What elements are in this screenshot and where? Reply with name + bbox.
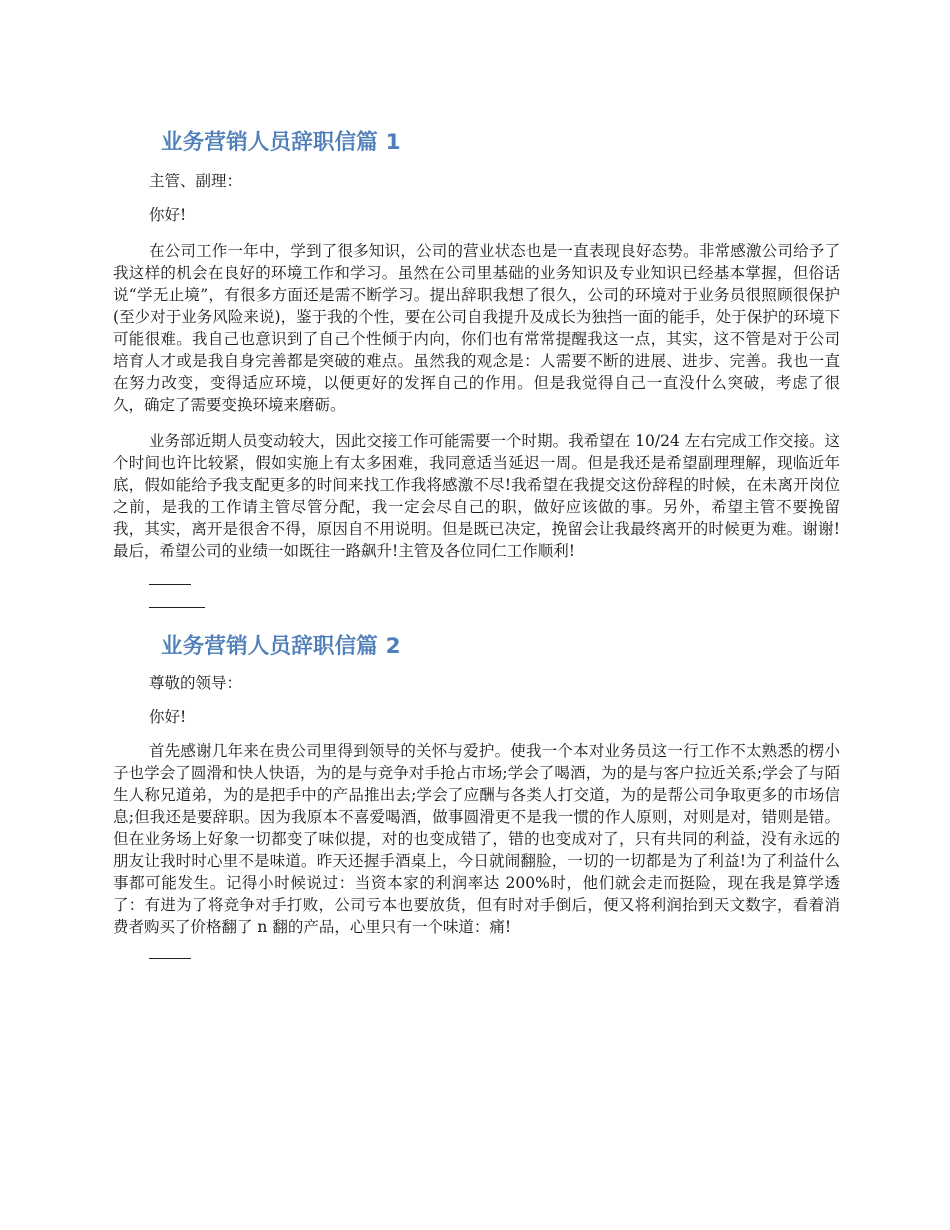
- document-page: [113, 124, 840, 959]
- section2-title: 业务营销人员辞职信篇 2: [161, 634, 401, 659]
- section1-paragraph-2: 业务部近期人员变动较大，因此交接工作可能需要一个时期。我希望在 10/24 左右完成工作交接。这个时间也许比较紧，假如实施上有太多困难，我同意适当延迟一周。但是我还是希望副理理解，现临近年底，假如能给予我支配更多的时间来找工作我将感激不尽!我希望在我提交这份辞程的时候，在未离开岗位之前，是我的工作请主管尽管分配，我一定会尽自己的职，做好应该做的事。另外，希望主管不要挽留我，其实，离开是很舍不得，原因自不用说明。但是既已决定，挽留会让我最终离开的时候更为难。谢谢!最后，希望公司的业绩一如既往一路飙升!主管及各位同仁工作顺利!: [113, 432, 840, 560]
- section1-salutation: 主管、副理：: [149, 172, 243, 190]
- section1-paragraph-1: 在公司工作一年中，学到了很多知识，公司的营业状态也是一直表现良好态势。非常感激公司给予了我这样的机会在良好的环境工作和学习。虽然在公司里基础的业务知识及专业知识已经基本掌握，但俗话说“学无止境”，有很多方面还是需不断学习。提出辞职我想了很久，公司的环境对于业务员很照顾很保护(至少对于业务风险来说)，鉴于我的个性，要在公司自我提升及成长为独挡一面的能手，处于保护的环境下可能很难。我自己也意识到了自己个性倾于内向，你们也有常常提醒我这一点，其实，这不管是对于公司培育人才或是我自身完善都是突破的难点。虽然我的观念是：人需要不断的进展、进步、完善。我也一直在努力改变，变得适应环境，以便更好的发挥自己的作用。但是我觉得自己一直没什么突破，考虑了很久，确定了需要变换环境来磨砺。: [113, 242, 840, 414]
- section1-title: 业务营销人员辞职信篇 1: [161, 130, 401, 155]
- section1-greeting: 你好!: [149, 206, 187, 224]
- separator-line-end: [149, 958, 191, 959]
- section2-paragraph-1: 首先感谢几年来在贵公司里得到领导的关怀与爱护。使我一个本对业务员这一行工作不太熟悉的楞小子也学会了圆滑和快人快语，为的是与竞争对手抢占市场;学会了喝酒，为的是与客户拉近关系;学会了与陌生人称兄道弟，为的是把手中的产品推出去;学会了应酬与各类人打交道，为的是帮公司争取更多的市场信息;但我还是要辞职。因为我原本不喜爱喝酒，做事圆滑更不是我一惯的作人原则，对则是对，错则是错。但在业务场上好象一切都变了味似提，对的也变成错了，错的也变成对了，只有共同的利益，没有永远的朋友让我时时心里不是味道。昨天还握手酒桌上，今日就闹翻脸，一切的一切都是为了利益!为了利益什么事都可能发生。记得小时候说过：当资本家的利润率达 200%时，他们就会走而挺险，现在我是算学透了：有进为了将竞争对手打败，公司亏本也要放货，但有时对手倒后，便又将利润抬到天文数字，看着消费者购买了价格翻了 n 翻的产品，心里只有一个味道：痛!: [113, 742, 840, 936]
- section2-salutation: 尊敬的领导：: [149, 674, 243, 692]
- section2-greeting: 你好!: [149, 708, 187, 726]
